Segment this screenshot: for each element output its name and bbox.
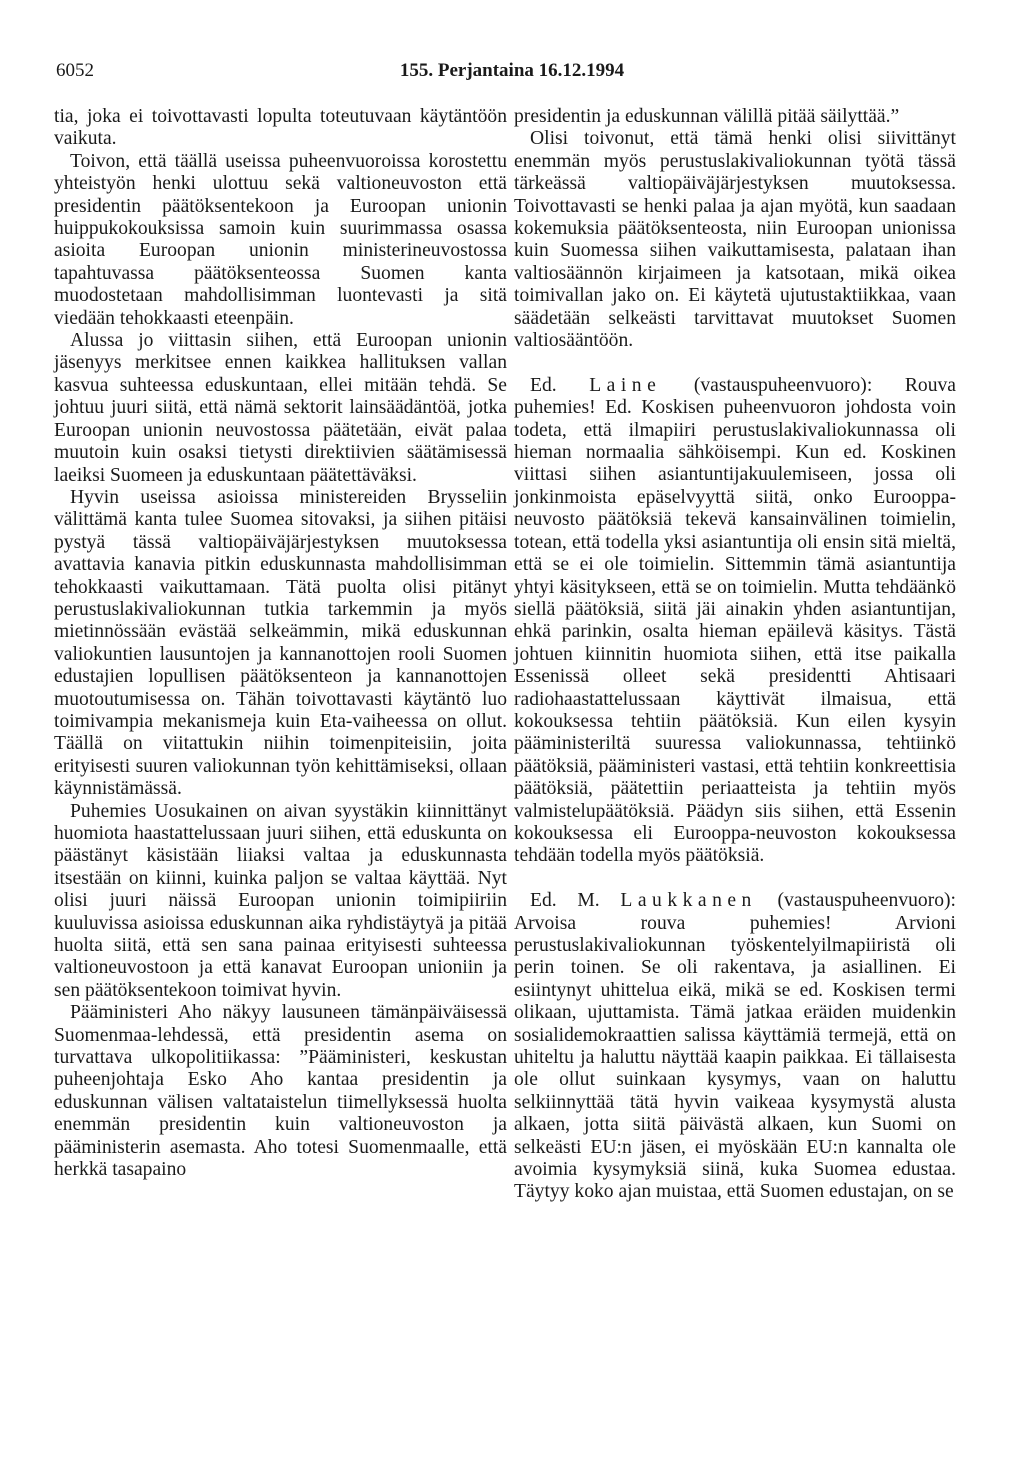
speech-paragraph xyxy=(514,890,956,1204)
speaker-name: Laine xyxy=(589,374,662,396)
left-column xyxy=(54,106,507,1182)
running-head: 155. Perjantaina 16.12.1994 xyxy=(399,60,625,81)
speech-text: (vastauspuheenvuoro): Arvoisa rouva puhemies! Arvioni perustuslakivaliokunnan työskentelyilmapiiristä oli perin toinen. Se oli rakentava, ja asiallinen. Ei esiintynyt uhittelua eikä, mikä se ed. Koskisen termi olikaan, ujuttamista. Tämä jatkaa eräiden muidenkin sosialidemokraattien salissa käyttämiä termejä, että on uhiteltu ja haluttu näyttää kaapin paikkaa. Ei tällaisesta ole ollut suinkaan kysymys, vaan on haluttu selkiinnyttää tätä hyvin vaikeaa kysymystä alusta alkaen, jotta siitä päivästä alkaen, kun Suomi on selkeästi EU:n jäsen, ei myöskään EU:n kannalta ole avoimia kysymyksiä siinä, kuka Suomea edustaa. Täytyy koko ajan muistaa, että Suomen edustajan, on se xyxy=(514,890,956,1203)
paragraph: Alussa jo viittasin siihen, että Euroopan unionin jäsenyys merkitsee ennen kaikkea hallituksen vallan kasvua suhteessa eduskuntaan, ellei mitään tehdä. Se johtuu juuri siitä, että nämä sektorit lainsäädäntöä, jotka Euroopan unionin neuvostossa päätetään, eivät palaa muutoin kuin osaksi tietysti direktiivien säätämisessä laeiksi Suomeen ja eduskuntaan päätettäväksi. xyxy=(54,330,507,486)
speaker-title: Ed. M. xyxy=(530,890,600,912)
paragraph: Toivon, että täällä useissa puheenvuoroissa korostettu yhteistyön henki ulottuu sekä valtioneuvoston että presidentin päätöksentekoon ja Euroopan unionin huippukokouksissa samoin kuin suurimmassa osassa asioita Euroopan unionin ministerineuvostossa tapahtuvassa päätöksenteossa Suomen kanta muodostetaan mahdollisimman luontevasti ja sitä viedään tehokkaasti eteenpäin. xyxy=(54,150,507,329)
right-column xyxy=(514,106,956,1204)
paragraph: tia, joka ei toivottavasti lopulta toteutuvaan käytäntöön vaikuta. xyxy=(54,106,507,150)
speaker-name: Laukkanen xyxy=(620,890,757,912)
paragraph: presidentin ja eduskunnan välillä pitää säilyttää.” xyxy=(514,106,900,127)
paragraph: Olisi toivonut, että tämä henki olisi siivittänyt enemmän myös perustuslakivaliokunnan työtä tässä tärkeässä valtiopäiväjärjestyksen muutoksessa. Toivottavasti se henki palaa ja ajan myötä, kun saadaan kokemuksia päätöksenteosta, niin Euroopan unionissa kuin Suomessa siihen vaikuttamisesta, palataan ihan valtiosäännön kirjaimeen ja katsotaan, mikä oikea toimivallan jako on. Ei käytetä ujutustaktiikkaa, vaan säädetään selkeästi tarvittavat muutokset Suomen valtiosääntöön. xyxy=(514,128,956,352)
speech-text: (vastauspuheenvuoro): Rouva puhemies! Ed. Koskisen puheenvuoron johdosta voin todeta, että ilmapiiri perustuslakivaliokunnassa oli hieman normaalia sähköisempi. Kun ed. Koskinen viittasi siihen asiantuntijakuulemiseen, jossa oli jonkinmoista epäselvyyttä siitä, onko Eurooppa-neuvosto päätöksiä tekevä kansainvälinen toimielin, totean, että todella yksi asiantuntija oli ensin sitä mieltä, että se ei ole toimielin. Sittemmin tämä asiantuntija yhtyi käsitykseen, että se on toimielin. Mutta tehdäänkö siellä päätöksiä, siitä jäi ainakin yhden asiantuntijan, ehkä parinkin, osalta hieman epäilevä käsitys. Tästä johtuen kiinnitin huomiota siihen, että itse paikalla Essenissä olleet sekä presidentti Ahtisaari radiohaastattelussaan käyttivät ilmaisua, että kokouksessa tehtiin päätöksiä. Kun eilen kysyin pääministeriltä suuressa valiokunnassa, tehtiinkö päätöksiä, pääministeri vastasi, että tehtiin konkreettisia päätöksiä, päätettiin periaatteista ja tehtiin myös valmistelupäätöksiä. Päädyn siis siihen, että Essenin kokouksessa eli Eurooppa-neuvoston kokouksessa tehdään todella myös päätöksiä. xyxy=(514,374,956,867)
speech-paragraph xyxy=(514,375,956,868)
paragraph: Pääministeri Aho näkyy lausuneen tämänpäiväisessä Suomenmaa-lehdessä, että presidentin asema on turvattava ulkopolitiikassa: ”Pääministeri, keskustan puheenjohtaja Esko Aho kantaa presidentin ja eduskunnan välisen valtataistelun tiimellyksessä huolta enemmän presidentin kuin valtioneuvoston ja pääministerin asemasta. Aho totesi Suomenmaalle, että herkkä tasapaino xyxy=(54,1002,507,1181)
speaker-title: Ed. xyxy=(530,374,557,396)
page-number: 6052 xyxy=(56,60,94,81)
paragraph: Hyvin useissa asioissa ministereiden Brysseliin välittämä kanta tulee Suomea sitovaksi, ja siihen pitäisi pystyä tässä valtiopäiväjärjestyksen muutoksessa avattavia kanavia pitkin eduskunnasta mahdollisimman tehokkaasti vaikuttamaan. Tätä puolta olisi pitänyt perustuslakivaliokunnan tutkia tarkemmin ja myös mietinnössään evästää selkeämmin, mikä eduskunnan valiokuntien lausuntojen ja kannanottojen rooli Suomen edustajien lopullisen päätöksenteon ja kannanottojen muotoutumisessa on. Tähän toivottavasti käytäntö luo toimivampia mekanismeja kuin Eta-vaiheessa on ollut. Täällä on viitattukin niihin toimenpiteisiin, joita erityisesti suuren valiokunnan työn kehittämiseksi, ollaan käynnistämässä. xyxy=(54,486,507,800)
paragraph: Puhemies Uosukainen on aivan syystäkin kiinnittänyt huomiota haastattelussaan juuri siihen, että eduskunta on päästänyt käsistään liiaksi valtaa ja eduskunnasta itsestään on kiinni, kuinka paljon se valtaa käyttää. Nyt olisi juuri näissä Euroopan unionin toimipiiriin kuuluvissa asioissa eduskunnan aika ryhdistäytyä ja pitää huolta siitä, että sen sana painaa erityisesti suhteessa valtioneuvostoon ja että kanavat Euroopan unioniin ja sen päätöksentekoon toimivat hyvin. xyxy=(54,800,507,1001)
